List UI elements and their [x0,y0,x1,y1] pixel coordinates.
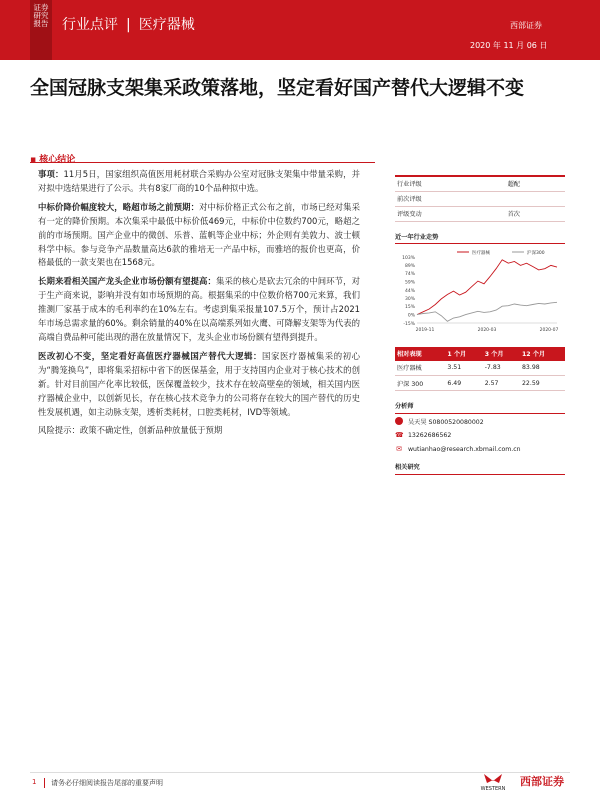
performance-header: 相对表现 [395,347,445,361]
rating-label: 评级变动 [395,206,506,221]
body-text [38,168,360,443]
performance-cell: 沪深 300 [395,376,445,391]
disclaimer-note: 请务必仔细阅读报告尾部的重要声明 [44,778,163,788]
rating-value: 首次 [506,206,565,221]
paragraph-text: 对中标价格正式公布之前，市场已经对集采有一定的降价预期。本次集采中最低中标价低469元，中标价中位数约700元，略超之前的市场预期。国产企业中的微创、乐普、蓝帆等企业中标；外企则有美敦力、波士顿科学中标。参与竞争产品数量高达6款的雅培无一产品中标，而雅培的报价也更高，价格最低的一款支架也在1568元。 [38,201,361,268]
performance-cell: 6.49 [445,376,482,391]
rating-label: 行业评级 [395,176,506,191]
analyst-email-row [395,442,565,456]
x-tick-label: 2020-07 [539,327,559,333]
performance-chart [395,247,565,337]
rating-value [506,191,565,206]
y-tick-label: 89% [404,263,415,269]
paragraph-text: 国家医疗器械集采的初心为“腾笼换鸟”，即将集采招标中省下的医保基金，用于支持国内企业对于核心技术的创新。针对目前国产化率比较低，医保覆盖较少，技术存在较高壁垒的领域，相关国内医疗器械企业中，以创新见长，存在核心技术竞争力的公司将存在较大的国产替代的历史性发展机遇，如主动脉支架，透析类耗材，口腔类耗材，IVD等领域。 [38,350,361,417]
category-label: 行业点评 [62,17,118,33]
sidebar [395,175,565,475]
risk-note-text: 风险提示：政策不确定性，创新品种放量低于预期 [38,425,223,436]
western-logo-icon [470,772,516,792]
paragraph-lead: 长期来看相关国产龙头企业市场份额有望提高： [38,276,217,287]
performance-cell: 3.51 [445,361,482,376]
separator: | [126,17,131,33]
performance-header: 12 个月 [520,347,565,361]
analyst-phone: 13262686562 [408,431,452,439]
y-tick-label: 44% [404,288,415,294]
y-tick-label: 103% [402,255,415,261]
rating-label: 前次评级 [395,191,506,206]
logo-text: WESTERN [480,786,506,792]
paragraph [38,168,360,196]
x-tick-label: 2020-03 [477,327,497,333]
analyst-name-row [395,414,565,428]
y-tick-label: 30% [404,296,415,302]
paragraph-lead: 医改初心不变，坚定看好高值医疗器械国产替代大逻辑： [38,350,263,361]
paragraph-text: 集采的核心是砍去冗余的中间环节，对于生产商来说，影响并没有如市场预期的高。根据集采的中位数价格700元来算，我们推测厂家基于成本的毛利率约在10%左右。考虑到集采报量107.5万个，预计占2021年市场总需求量的60%。剩余销量的40%在以高端系列如火鹰、可降解支架等为代表的高端自费品种可能出现的潜在放量情况下，龙头企业市场份额有望得到提升。 [38,276,361,342]
performance-cell: -7.83 [483,361,520,376]
brand-small: 西部证券 [510,21,542,30]
performance-cell: 2.57 [483,376,520,391]
rating-value: 超配 [506,176,565,191]
report-type-tab: 证券研究报告 [30,0,52,60]
section-heading-text: 核心结论 [39,155,76,165]
rating-row [395,206,565,221]
y-tick-label: 74% [404,271,415,277]
phone-icon: ☎ [395,431,404,439]
analyst-email[interactable]: wutianhao@research.xbmail.com.cn [408,445,521,453]
rating-row [395,176,565,191]
email-icon: ✉ [396,445,402,453]
paragraph [38,201,360,271]
header-title [62,14,195,34]
performance-header: 3 个月 [483,347,520,361]
paragraph-lead: 中标价降价幅度较大，略超市场之前预期： [38,201,200,212]
paragraph-lead: 事项： [38,169,64,179]
rating-table [395,175,565,222]
performance-row [395,376,565,391]
performance-cell: 83.98 [520,361,565,376]
section-heading [30,147,375,163]
paragraph-text: 11月5日，国家组织高值医用耗材联合采购办公室对冠脉支架集中带量采购，并对拟中选结果进行了公示。共有8家厂商的10个品种拟中选。 [38,169,361,193]
y-tick-label: 0% [407,313,415,319]
series-line [417,259,557,314]
paragraph [38,350,360,420]
sector-label: 医疗器械 [138,17,195,33]
performance-cell: 22.59 [520,376,565,391]
risk-note [38,424,360,438]
legend-label: 沪深300 [527,250,545,256]
y-tick-label: 15% [404,304,415,310]
analyst-phone-row [395,428,565,442]
page-number: 1 [32,778,37,786]
rating-row [395,191,565,206]
footer-brand: 西部证券 [520,775,564,788]
report-date: 2020 年 11 月 06 日 [470,41,548,50]
performance-row [395,361,565,376]
y-tick-label: 59% [404,280,415,286]
paragraph [38,275,360,345]
performance-header: 1 个月 [445,347,482,361]
performance-header-row [395,347,565,361]
analyst-heading: 分析师 [395,401,565,414]
person-icon [395,417,403,425]
performance-table [395,347,565,392]
report-title: 全国冠脉支架集采政策落地，坚定看好国产替代大逻辑不变 [30,77,525,99]
x-tick-label: 2019-11 [415,327,435,333]
related-research-heading: 相关研究 [395,462,565,475]
series-line [417,302,557,321]
section-heading-bullet: ▪ [30,155,40,165]
analyst-name: 吴天昊 S0800520080002 [408,418,484,426]
legend-label: 医疗器械 [472,250,490,256]
y-tick-label: -15% [403,321,415,327]
chart-heading: 近一年行业走势 [395,232,565,244]
performance-cell: 医疗器械 [395,361,445,376]
